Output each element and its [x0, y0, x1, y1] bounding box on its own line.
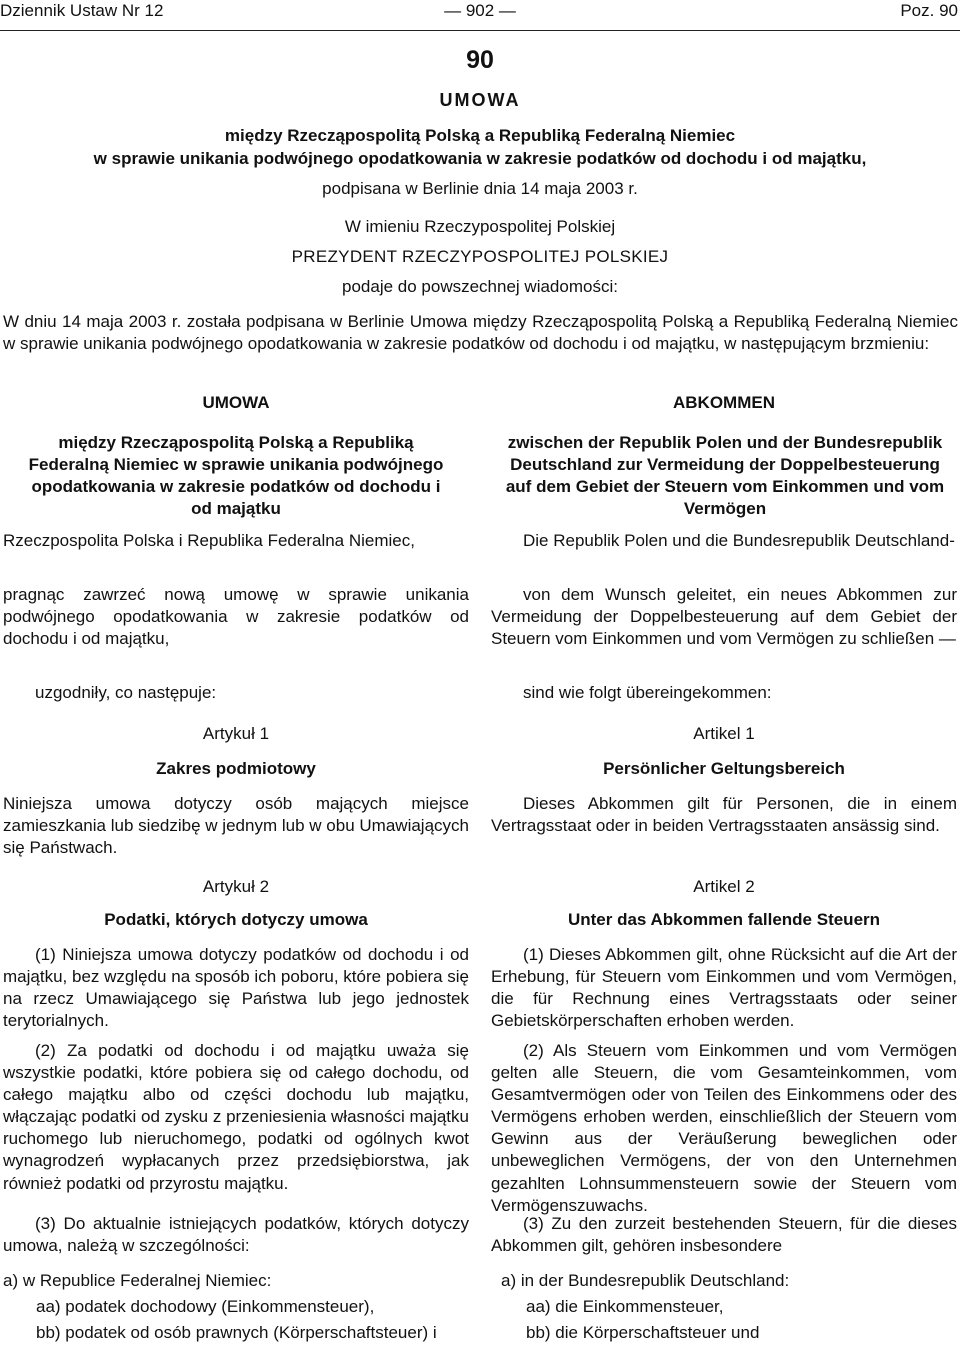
pl-item-aa: aa) podatek dochodowy (Einkommensteuer), [36, 1297, 375, 1316]
pl-article-2-label: Artykuł 2 [202, 877, 270, 896]
pl-article-1-text: Niniejsza umowa dotyczy osób mających miejsce zamieszkania lub siedzibę w jednym lub w obu Umawiających się Państwach. [3, 794, 469, 858]
page-number: — 902 — [444, 1, 516, 20]
pl-article-2-para-3: (3) Do aktualnie istniejących podatków, których dotyczy umowa, należą w szczególności: [3, 1214, 469, 1256]
title-line-1: między Rzecząpospolitą Polską a Republiką Federalną Niemiec [224, 126, 736, 145]
de-article-2-para-3: (3) Zu den zurzeit bestehenden Steuern, für die dieses Abkommen gilt, gehören insbesondere [491, 1214, 957, 1256]
de-item-aa: aa) die Einkommensteuer, [526, 1297, 724, 1316]
pl-heading: UMOWA [202, 393, 270, 412]
de-agreed: sind wie folgt übereingekommen: [523, 683, 772, 702]
pl-article-1-title: Zakres podmiotowy [156, 759, 316, 778]
president-line: PREZYDENT RZECZYPOSPOLITEJ POLSKIEJ [291, 247, 669, 266]
running-header [0, 0, 960, 22]
pl-agreed: uzgodniły, co następuje: [35, 683, 217, 702]
pl-article-1-label: Artykuł 1 [202, 724, 270, 743]
document-number: 90 [466, 46, 494, 74]
de-article-1-text: Dieses Abkommen gilt für Personen, die in einem Vertragsstaat oder in beiden Vertragsstaaten ansässig sind. [491, 794, 957, 836]
intro-paragraph: W dniu 14 maja 2003 r. została podpisana w Berlinie Umowa między Rzecząpospolitą Polską a Republiką Federalną Niemiec w sprawie unikania podwójnego opodatkowania w zakresie podatków od dochodu i od majątku, w następującym brzmieniu: [3, 312, 958, 354]
pl-item-a: a) w Republice Federalnej Niemiec: [3, 1271, 272, 1290]
de-article-2-title: Unter das Abkommen fallende Steuern [567, 910, 881, 929]
header-rule [0, 30, 960, 31]
signing-date: podpisana w Berlinie dnia 14 maja 2003 r. [322, 179, 638, 198]
pl-parties: Rzeczpospolita Polska i Republika Federalna Niemiec, [3, 531, 415, 550]
journal-name: Dziennik Ustaw Nr 12 [0, 1, 164, 20]
de-article-2-para-1: (1) Dieses Abkommen gilt, ohne Rücksicht auf die Art der Erhebung, für Steuern vom Einkommen und vom Vermögen, die für Rechnung eines Vertragsstaats oder seiner Gebietskörperschaften erhoben werden. [491, 945, 957, 1031]
de-desire: von dem Wunsch geleitet, ein neues Abkommen zur Vermeidung der Doppelbesteuerung auf dem Gebiet der Steuern vom Einkommen und vom Vermögen zu schließen — [491, 585, 957, 649]
position-number: Poz. 90 [900, 1, 958, 20]
document-title: UMOWA [439, 90, 521, 110]
de-article-1-label: Artikel 1 [693, 724, 755, 743]
de-parties: Die Republik Polen und die Bundesrepublik Deutschland- [523, 531, 955, 550]
de-item-bb: bb) die Körperschaftsteuer und [526, 1323, 760, 1342]
pl-subheading: między Rzecząpospolitą Polską a Republiką Federalną Niemiec w sprawie unikania podwójnego opodatkowania w zakresie podatków od dochodu i od majątku [28, 433, 444, 519]
pl-article-2-para-2: (2) Za podatki od dochodu i od majątku uważa się wszystkie podatki, które pobiera się od całego dochodu, od całego majątku albo od części dochodu lub majątku, włączając podatki od zysku z przeniesienia własności majątku ruchomego lub nieruchomego, podatki od ogólnych kwot wynagrodzeń wypłacanych przez przedsiębiorstwa, jak również podatki od przyrostu majątku. [3, 1041, 469, 1193]
de-subheading: zwischen der Republik Polen und der Bundesrepublik Deutschland zur Vermeidung der Doppelbesteuerung auf dem Gebiet der Steuern vom Einkommen und vom Vermögen [505, 433, 945, 519]
de-article-2-para-2: (2) Als Steuern vom Einkommen und vom Vermögen gelten alle Steuern, die vom Gesamteinkommen, vom Gesamtvermögen oder von Teilen des Einkommens oder des Vermögens erhoben werden, einschließlich der Steuern vom Gewinn aus der Veräußerung beweglichen oder unbeweglichen Vermögens, der von den Unternehmen gezahlten Lohnsummensteuern sowie der Steuern vom Vermögenszuwachs. [491, 1041, 957, 1215]
de-article-2-label: Artikel 2 [693, 877, 755, 896]
pl-article-2-title: Podatki, których dotyczy umowa [104, 910, 368, 929]
de-heading: ABKOMMEN [673, 393, 775, 412]
de-item-a: a) in der Bundesrepublik Deutschland: [501, 1271, 790, 1290]
de-article-1-title: Persönlicher Geltungsbereich [603, 759, 845, 778]
pl-item-bb: bb) podatek od osób prawnych (Körperschaftsteuer) i [36, 1323, 437, 1342]
pl-desire: pragnąc zawrzeć nową umowę w sprawie unikania podwójnego opodatkowania w zakresie podatków od dochodu i od majątku, [3, 585, 469, 649]
title-line-2: w sprawie unikania podwójnego opodatkowania w zakresie podatków od dochodu i od majątku, [93, 149, 867, 168]
on-behalf-line: W imieniu Rzeczypospolitej Polskiej [344, 217, 616, 236]
pl-article-2-para-1: (1) Niniejsza umowa dotyczy podatków od dochodu i od majątku, bez względu na sposób ich poboru, które pobiera się na rzecz Umawiającego się Państwa lub jego jednostek terytorialnych. [3, 945, 469, 1031]
announcement-line: podaje do powszechnej wiadomości: [342, 277, 618, 296]
